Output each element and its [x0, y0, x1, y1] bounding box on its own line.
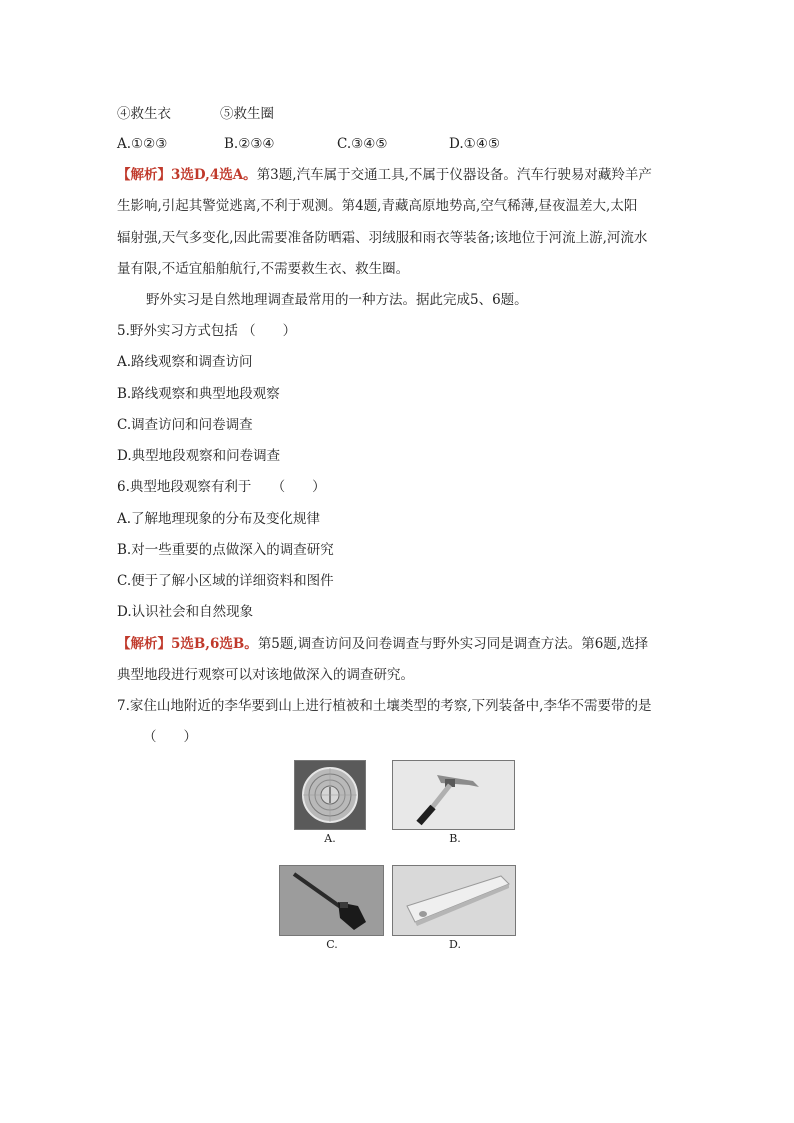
- q4-choice-a: A.①②③: [117, 136, 168, 152]
- analysis-1-line-4: 量有限,不适宜船舶航行,不需要救生衣、救生圈。: [117, 261, 410, 277]
- hammer-icon: [393, 761, 514, 829]
- figure-label-d: D.: [449, 938, 461, 951]
- q5-stem: 5.野外实习方式包括 （ ）: [117, 323, 297, 339]
- q5-option-d: D.典型地段观察和问卷调查: [117, 448, 281, 464]
- shovel-icon: [280, 866, 383, 935]
- q6-stem: 6.典型地段观察有利于 （ ）: [117, 479, 326, 495]
- analysis-1-line-2: 生影响,引起其警觉逃离,不利于观测。第4题,青藏高原地势高,空气稀薄,昼夜温差大,太阳: [117, 198, 638, 214]
- figure-label-b: B.: [449, 832, 461, 845]
- analysis-tag: 【解析】: [117, 167, 171, 183]
- q7-answer-paren: （ ）: [143, 729, 197, 745]
- q5-option-a: A.路线观察和调查访问: [117, 354, 253, 370]
- figure-label-a: A.: [324, 832, 336, 845]
- smartphone-icon: [393, 866, 515, 935]
- compass-icon: [295, 761, 365, 829]
- q7-stem: 7.家住山地附近的李华要到山上进行植被和土壤类型的考察,下列装备中,李华不需要带的是: [117, 698, 652, 714]
- analysis-text: 第3题,汽车属于交通工具,不属于仪器设备。汽车行驶易对藏羚羊产: [256, 167, 652, 183]
- analysis-1-line-3: 辐射强,天气多变化,因此需要准备防晒霜、羽绒服和雨衣等装备;该地位于河流上游,河流水: [117, 230, 648, 246]
- q5-option-b: B.路线观察和典型地段观察: [117, 386, 280, 402]
- q4-choice-b: B.②③④: [224, 136, 275, 152]
- shovel-image: [279, 865, 384, 936]
- analysis-2-line-1: [117, 634, 648, 654]
- figure-label-c: C.: [326, 938, 338, 951]
- q4-option-4: ④救生衣: [117, 106, 171, 122]
- q5-option-c: C.调查访问和问卷调查: [117, 417, 253, 433]
- q6-option-b: B.对一些重要的点做深入的调查研究: [117, 542, 334, 558]
- q4-option-5: ⑤救生圈: [220, 106, 274, 122]
- analysis-answer: 5选B,6选B。: [171, 636, 258, 652]
- analysis-1-line-1: [117, 165, 652, 185]
- q6-option-c: C.便于了解小区域的详细资料和图件: [117, 573, 334, 589]
- analysis-tag: 【解析】: [117, 636, 171, 652]
- hammer-image: [392, 760, 515, 830]
- q6-option-d: D.认识社会和自然现象: [117, 604, 254, 620]
- smartphone-image: [392, 865, 516, 936]
- q6-option-a: A.了解地理现象的分布及变化规律: [117, 511, 321, 527]
- analysis-2-line-2: 典型地段进行观察可以对该地做深入的调查研究。: [117, 667, 414, 683]
- analysis-text: 第5题,调查访问及问卷调查与野外实习同是调查方法。第6题,选择: [257, 636, 649, 652]
- analysis-answer: 3选D,4选A。: [171, 167, 257, 183]
- q4-choice-c: C.③④⑤: [337, 136, 388, 152]
- compass-image: [294, 760, 366, 830]
- q4-choice-d: D.①④⑤: [449, 136, 500, 152]
- section-intro: 野外实习是自然地理调查最常用的一种方法。据此完成5、6题。: [146, 292, 528, 308]
